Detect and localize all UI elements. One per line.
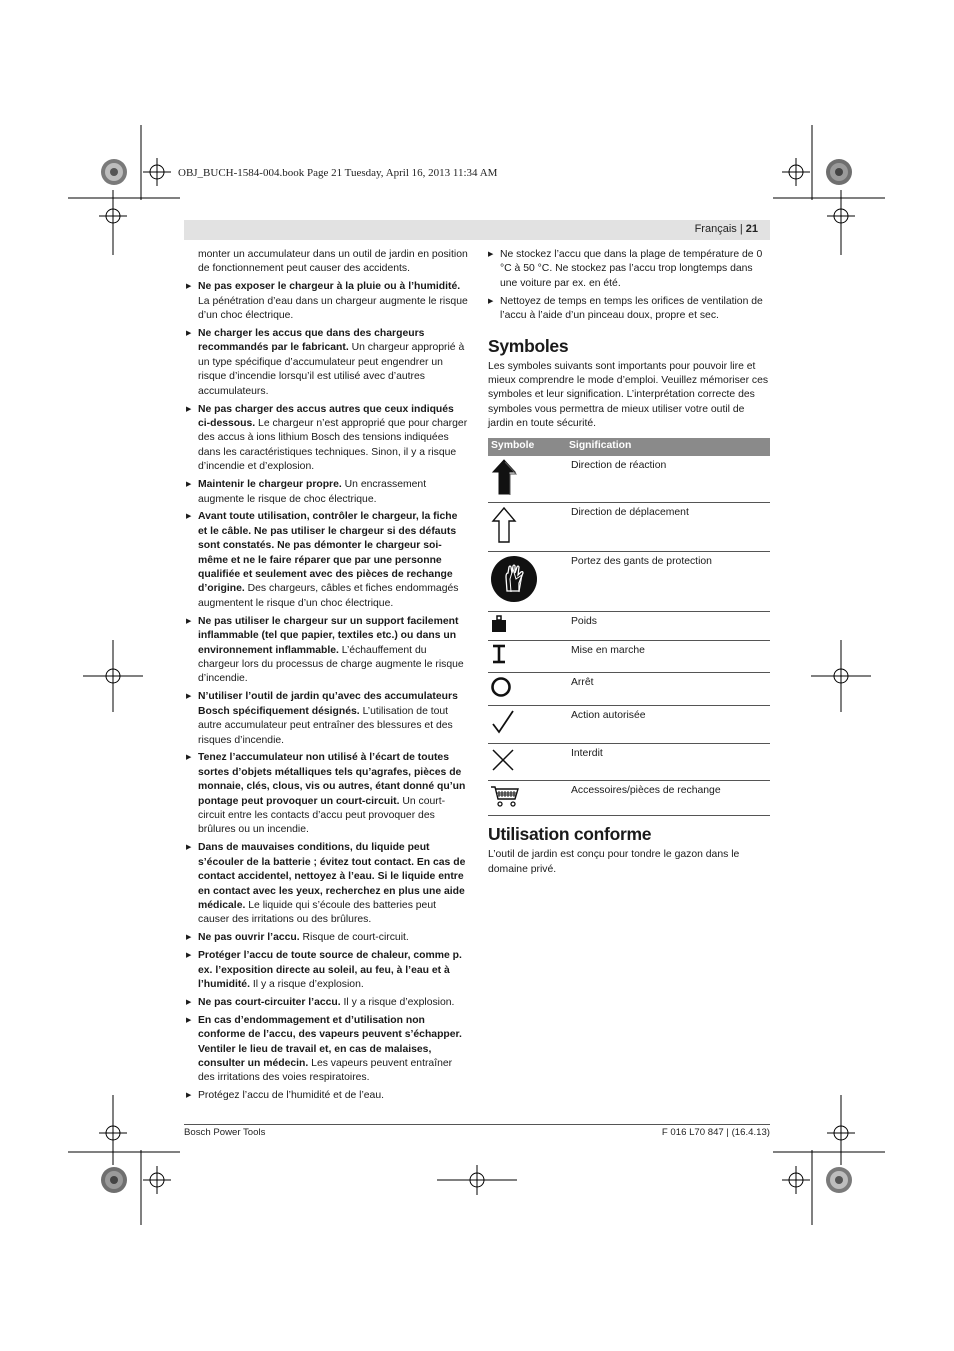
table-row [488, 552, 770, 611]
list-item [186, 510, 468, 611]
table-row [488, 706, 770, 743]
list-item-text: Un encrassement augmente le risque de choc électrique. [198, 479, 427, 505]
symbols-table [488, 438, 770, 817]
list-item-bold: Ne pas utiliser le chargeur sur un support facilement inflammable (tel que papier, textiles etc.) ou dans un environnement inflammable. [198, 615, 459, 656]
list-item-bold: Maintenir le chargeur propre. [198, 479, 342, 491]
list-item-bold: Ne charger les accus que dans des chargeurs recommandés par le fabricant. [198, 328, 425, 354]
filled-arrow-up-icon [490, 459, 518, 495]
list-item [186, 996, 468, 1010]
list-item [186, 615, 468, 687]
row-meaning: Poids [566, 611, 770, 640]
list-item-bold: Ne pas ouvrir l’accu. [198, 932, 300, 944]
row-meaning: Direction de réaction [566, 456, 770, 503]
list-item-text: Risque de court-circuit. [299, 932, 409, 944]
protective-gloves-icon [490, 555, 538, 603]
table-row [488, 456, 770, 503]
list-item-text: Le chargeur n’est approprié que pour charger des accus à ions lithium Bosch des tensions indiquées dans les caractéristiques techniques. Sinon, il y a risque d’incendie et d’explosion. [198, 417, 468, 473]
checkmark-icon [490, 709, 516, 735]
list-item [488, 295, 772, 324]
list-item-text: Un chargeur approprié à un type spécifique d’accumulateur peut engendrer un risque d’incendie lorsqu’il est utilisé avec d’autres accumulateurs. [198, 342, 465, 397]
list-item [186, 1089, 468, 1103]
power-off-icon [490, 676, 512, 698]
table-row [488, 743, 770, 780]
list-item-text: Ne stockez l’accu que dans la plage de température de 0 °C à 50 °C. Ne stockez pas l’accu trop longtemps dans une voiture par ex. en été. [500, 249, 763, 289]
list-item-bold: En cas d’endommagement et d’utilisation non conforme de l’accu, des vapeurs peuvent s’échapper. Ventiler le lieu de travail et, en cas de malaises, consulter un médecin. [198, 1014, 462, 1070]
list-item [186, 931, 468, 945]
shopping-cart-icon [490, 784, 520, 808]
header-text [695, 223, 758, 235]
power-on-icon [490, 644, 508, 664]
list-item-text: Les vapeurs peuvent entraîner des irritations des voies respiratoires. [198, 1058, 453, 1084]
symbols-intro: Les symboles suivants sont importants pour pouvoir lire et mieux comprendre le mode d’emploi. Veuillez mémoriser ces symboles et leur signification. L’interprétation correcte des symboles vous permettra de mieux utiliser votre outil de jardin en toute sécurité. [488, 360, 769, 430]
row-meaning: Direction de déplacement [566, 503, 770, 552]
footer-divider [184, 1124, 770, 1125]
list-item [186, 841, 468, 927]
list-item [186, 403, 468, 475]
row-meaning: Arrêt [566, 672, 770, 705]
list-item-bold: Ne pas court-circuiter l’accu. [198, 996, 341, 1008]
safety-list [186, 280, 468, 1103]
row-meaning: Interdit [566, 743, 770, 780]
list-item [186, 949, 468, 992]
header-language: Français [694, 223, 737, 235]
list-item-text: Un court-circuit entre les contacts d’accu peut provoquer des brûlures ou un incendie. [198, 795, 446, 836]
table-row [488, 672, 770, 705]
symbols-table-header [488, 438, 770, 456]
list-item [488, 248, 772, 291]
list-item-text: Il y a risque d’explosion. [340, 996, 455, 1008]
intended-use-text: L’outil de jardin est conçu pour tondre le gazon dans le domaine privé. [488, 849, 740, 875]
list-item-text: Le liquide qui s’écoule des batteries peut causer des irritations ou des brûlures. [198, 899, 436, 926]
list-item-text: L’utilisation de tout autre accumulateur peut entraîner des blessures et des risques d’incendie. [198, 705, 453, 746]
row-meaning: Accessoires/pièces de rechange [566, 780, 770, 815]
storage-list [488, 248, 772, 324]
right-column [488, 248, 772, 881]
continued-text: monter un accumulateur dans un outil de jardin en position de fonctionnement peut causer des accidents. [198, 249, 468, 275]
list-item-text: Nettoyez de temps en temps les orifices de ventilation de l’accu à l’aide d’un pinceau doux, propre et sec. [500, 295, 763, 322]
cross-icon [490, 747, 516, 773]
footer-doc-number: F 016 L70 847 | (16.4.13) [661, 1127, 770, 1138]
list-item [186, 751, 468, 837]
list-item-text: La pénétration d’eau dans un chargeur augmente le risque d’un choc électrique. [198, 295, 468, 322]
page-number: 21 [745, 223, 758, 235]
list-item [186, 280, 468, 323]
row-meaning: Portez des gants de protection [566, 552, 770, 611]
list-item-bold: Tenez l’accumulateur non utilisé à l’écart de toutes sortes d’objets métalliques tels qu’agrafes, pièces de monnaie, clés, clous, vis ou autres, étant donné qu’un pontage peut provoquer un court-circuit. [198, 752, 466, 807]
table-row [488, 780, 770, 815]
list-item [186, 327, 468, 399]
list-item [186, 478, 468, 507]
row-meaning: Mise en marche [566, 641, 770, 672]
list-item-bold: Dans de mauvaises conditions, du liquide peut s’écouler de la batterie ; évitez tout contact. En cas de contact accidentel, nettoyez à l’eau. Si le liquide entre en contact avec les yeux, recherchez en plus une aide médicale. [198, 842, 466, 911]
footer-brand: Bosch Power Tools [184, 1127, 266, 1138]
page-header [184, 220, 770, 240]
symbols-heading: Symboles [488, 335, 569, 356]
list-item [186, 1014, 468, 1086]
row-meaning: Action autorisée [566, 706, 770, 743]
list-item-text: Protégez l’accu de l’humidité et de l’eau. [198, 1090, 384, 1102]
table-row [488, 503, 770, 552]
col-meaning: Signification [566, 438, 770, 456]
intended-use-heading: Utilisation conforme [488, 824, 652, 845]
list-item-bold: Ne pas charger des accus autres que ceux indiqués ci-dessous. [198, 403, 454, 429]
outline-arrow-up-icon [490, 506, 518, 544]
left-column [186, 248, 468, 1107]
table-row [488, 641, 770, 672]
list-item-text: Il y a risque d’explosion. [249, 979, 364, 990]
print-info-line: OBJ_BUCH-1584-004.book Page 21 Tuesday, April 16, 2013 11:34 AM [178, 167, 498, 179]
table-row [488, 611, 770, 640]
list-item-bold: Protéger l’accu de toute source de chaleur, comme p. ex. l’exposition directe au soleil, au feu, à l’eau et à l’humidité. [198, 950, 462, 990]
list-item-text: Des chargeurs, câbles et fiches endommagés augmentent le risque d’un choc électrique. [198, 583, 459, 609]
weight-icon [490, 615, 508, 633]
header-separator: | [736, 223, 746, 235]
list-item-bold: N’utiliser l’outil de jardin qu’avec des accumulateurs Bosch spécifiquement désignés. [198, 691, 458, 717]
col-symbol: Symbole [488, 438, 566, 456]
list-item [186, 690, 468, 748]
list-item-bold: Ne pas exposer le chargeur à la pluie ou à l’humidité. [198, 281, 461, 293]
list-item-text: L’échauffement du chargeur lors du processus de charge augmente le risque d’incendie. [198, 644, 464, 685]
list-item-bold: Avant toute utilisation, contrôler le chargeur, la fiche et le câble. Ne pas utiliser le chargeur si des défauts sont constatés. Ne pas démonter le chargeur soi-même et ne le faire réparer que par une personne qualifiée et seulement avec des pièces de rechange d’origine. [198, 511, 458, 595]
